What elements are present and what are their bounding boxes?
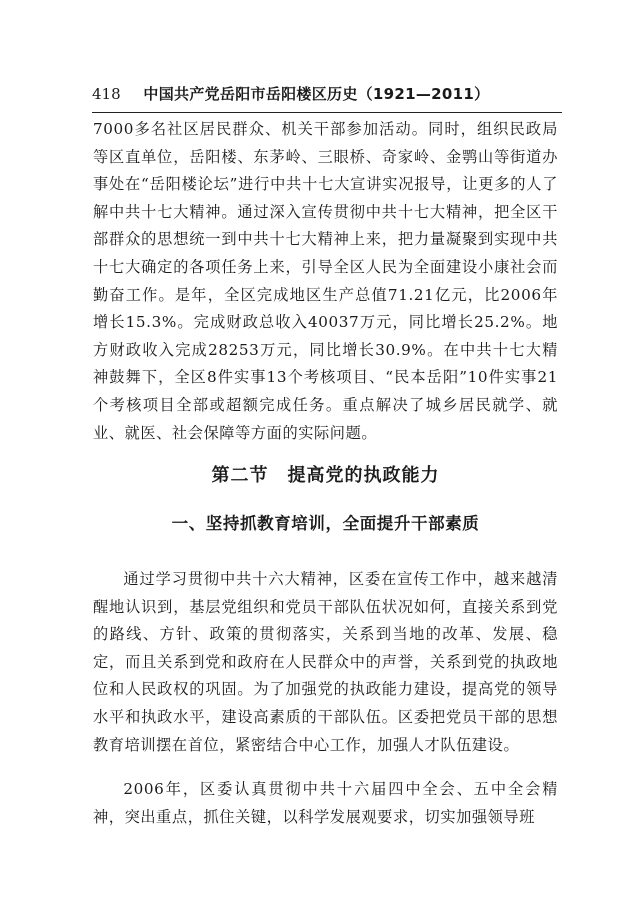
page-number: 418 [92,85,121,103]
body-paragraph-1: 7000多名社区居民群众、机关干部参加活动。同时，组织民政局等区直单位，岳阳楼、东茅岭、三眼桥、奇家岭、金鹗山等街道办事处在“岳阳楼论坛”进行中共十七大宣讲实况报导，让更多的人了解中共十七大精神。通过深入宣传贯彻中共十七大精神，把全区干部群众的思想统一到中共十七大精神上来，把力量凝聚到实现中共十七大确定的各项任务上来，引导全区人民为全面建设小康社会而勤奋工作。是年，全区完成地区生产总值71.21亿元，比2006年增长15.3%。完成财政总收入40037万元，同比增长25.2%。地方财政收入完成28253万元，同比增长30.9%。在中共十七大精神鼓舞下，全区8件实事13个考核项目、“民本岳阳”10件实事21个考核项目全部或超额完成任务。重点解决了城乡居民就学、就业、就医、社会保障等方面的实际问题。 [93,120,558,442]
page-header [92,82,562,113]
subsection-title: 一、坚持抓教育培训，全面提升干部素质 [171,514,480,533]
running-title: 中国共产党岳阳市岳阳楼区历史（1921—2011） [143,85,490,103]
body-paragraph-3: 2006年，区委认真贯彻中共十六届四中全会、五中全会精神，突出重点，抓住关键，以科学发展观要求，切实加强领导班 [93,780,558,826]
section-title: 第二节 提高党的执政能力 [211,465,440,486]
body-paragraph-2: 通过学习贯彻中共十六大精神，区委在宣传工作中，越来越清醒地认识到，基层党组织和党员干部队伍状况如何，直接关系到党的路线、方针、政策的贯彻落实，关系到当地的改革、发展、稳定，而且关系到党和政府在人民群众中的声誉，关系到党的执政地位和人民政权的巩固。为了加强党的执政能力建设，提高党的领导水平和执政水平，建设高素质的干部队伍。区委把党员干部的思想教育培训摆在首位，紧密结合中心工作，加强人才队伍建设。 [93,570,558,754]
